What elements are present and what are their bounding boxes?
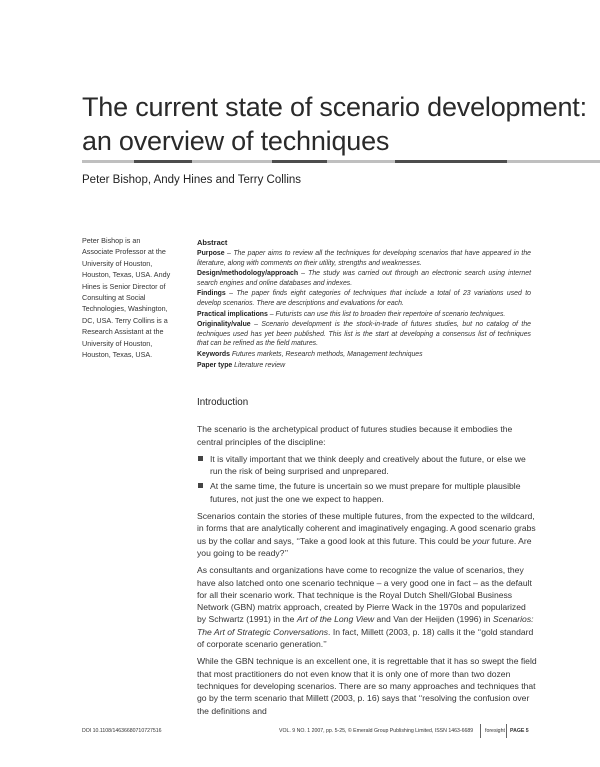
abstract-text: Futures markets, Research methods, Management techniques bbox=[229, 350, 423, 358]
author-bio bbox=[82, 235, 182, 360]
abstract-label: Purpose bbox=[197, 250, 225, 258]
footer-divider bbox=[480, 724, 481, 738]
square-bullet-icon bbox=[198, 456, 203, 461]
abstract-text: – The paper aims to review all the techniques for developing scenarios that have appeared in the literature, along with comments on their utility, strengths and weaknesses. bbox=[197, 250, 531, 267]
body-paragraph: While the GBN technique is an excellent one, it is regrettable that it has so swept the field that most practitioners do not even know that it is only one of more than two dozen techniques for developing scenarios. There are so many approaches and techniques that go by the term scenario that Millett (2003, p. 16) says that ‘‘resolving the confusion over the definitions and bbox=[197, 656, 537, 716]
list-item-text: It is vitally important that we think deeply and creatively about the future, or else we run the risk of being surprised and unprepared. bbox=[210, 453, 526, 477]
list-item-text: At the same time, the future is uncertain so we must prepare for multiple plausible futures, not just the one we expect to happen. bbox=[210, 481, 521, 504]
footer-page: PAGE 5 bbox=[510, 728, 529, 734]
bio-line: Peter Bishop is an bbox=[82, 236, 141, 245]
bio-line: DC, USA. Terry Collins is a bbox=[82, 315, 168, 325]
body-paragraph: The scenario is the archetypical product of futures studies because it embodies the central principles of the discipline: bbox=[197, 424, 513, 447]
body-emphasis: Art of the Long View bbox=[296, 614, 375, 625]
abstract-text: – Scenario development is the stock-in-trade of futures studies, but no catalog of the techniques used has yet been published. This list is the start at developing a consensus list of techniques that can be refined as the field matures. bbox=[197, 321, 531, 347]
author-list: Peter Bishop, Andy Hines and Terry Collins bbox=[82, 174, 302, 186]
bio-line: Consulting at Social bbox=[82, 293, 146, 303]
abstract-purpose bbox=[197, 249, 531, 268]
abstract-label: Paper type bbox=[197, 361, 233, 369]
abstract-heading: Abstract bbox=[197, 238, 228, 247]
body-paragraph bbox=[197, 564, 537, 650]
bio-line: University of Houston, bbox=[82, 338, 153, 348]
abstract-originality bbox=[197, 320, 531, 348]
body-text-run: As consultants and organizations have come to recognize the value of scenarios, they have also latched onto one scenario technique – a very good one in fact – as the default for all their scenario work. That technique is the Royal Dutch Shell/Global Business Network (GBN) matrix approach, created by Pierre Wack in the 1970s and popularized by Schwartz (1991) in the bbox=[197, 565, 532, 625]
abstract-findings bbox=[197, 289, 531, 308]
body-text-run: . In fact, Millett (2003, p. 18) calls it the ‘‘gold standard of corporate scenario generation.’’ bbox=[197, 626, 534, 650]
abstract-label: Findings bbox=[197, 290, 226, 298]
page-footer bbox=[0, 724, 600, 738]
abstract-section bbox=[197, 238, 531, 371]
body-text-run: and Van der Heijden (1996) in bbox=[374, 614, 493, 625]
section-heading: Introduction bbox=[197, 397, 249, 408]
abstract-paper-type bbox=[197, 361, 531, 370]
abstract-design bbox=[197, 269, 531, 288]
paper-title bbox=[82, 90, 587, 158]
abstract-label: Practical implications bbox=[197, 310, 268, 318]
body-emphasis: your bbox=[472, 535, 490, 546]
bio-line: Research Assistant at the bbox=[82, 327, 164, 337]
bio-line: Houston, Texas, USA. bbox=[82, 350, 153, 360]
abstract-label: Keywords bbox=[197, 350, 230, 358]
rule-segment bbox=[134, 160, 192, 163]
rule-segment bbox=[272, 160, 327, 163]
bio-line: Hines is Senior Director of bbox=[82, 281, 166, 291]
bio-line: Associate Professor at the bbox=[82, 247, 166, 257]
list-item bbox=[197, 480, 537, 505]
body-text-run: Scenarios contain the stories of these multiple futures, from the expected to the wildcard, in forms that are analytically coherent and imaginatively engaging. A good scenario grabs us by the collar and says, ‘‘Take a good look at this future. This could be bbox=[197, 511, 536, 546]
rule-segment bbox=[82, 160, 134, 163]
footer-volume: VOL. 9 NO. 1 2007, pp. 5-25, © Emerald Group Publishing Limited, ISSN 1463-6689 bbox=[279, 728, 474, 734]
abstract-text: – The study was carried out through an electronic search using internet search engines and online databases and indexes. bbox=[197, 270, 531, 287]
footer-doi: DOI 10.1108/14636680710727516 bbox=[82, 728, 162, 734]
body-emphasis: Scenarios: The Art of Strategic Conversations bbox=[197, 614, 534, 637]
rule-segment bbox=[327, 160, 395, 163]
rule-segment bbox=[395, 160, 507, 163]
abstract-label: Originality/value bbox=[197, 321, 251, 329]
rule-segment bbox=[507, 160, 600, 163]
bio-line: University of Houston, bbox=[82, 258, 153, 268]
bio-line: Technologies, Washington, bbox=[82, 304, 168, 314]
list-item bbox=[197, 453, 537, 478]
body-text-run: future. Are you going to be ready?’’ bbox=[197, 535, 532, 558]
main-body bbox=[197, 397, 537, 722]
abstract-text: Literature review bbox=[232, 361, 286, 369]
abstract-text: – The paper finds eight categories of techniques that include a total of 23 variations used to develop scenarios. There are descriptions and evaluations for each. bbox=[197, 290, 531, 307]
bullet-list bbox=[197, 453, 537, 505]
title-line-1: The current state of scenario development: bbox=[82, 92, 587, 122]
abstract-label: Design/methodology/approach bbox=[197, 270, 299, 278]
abstract-text: – Futurists can use this list to broaden their repertoire of scenario techniques. bbox=[267, 310, 506, 318]
title-line-2: an overview of techniques bbox=[82, 126, 390, 156]
body-paragraph bbox=[197, 510, 537, 559]
abstract-implications bbox=[197, 310, 531, 319]
footer-divider bbox=[506, 724, 507, 738]
bio-line: Houston, Texas, USA. Andy bbox=[82, 270, 171, 280]
abstract-keywords bbox=[197, 350, 531, 359]
footer-journal: foresight bbox=[485, 728, 505, 734]
rule-segment bbox=[192, 160, 272, 163]
square-bullet-icon bbox=[198, 483, 203, 488]
